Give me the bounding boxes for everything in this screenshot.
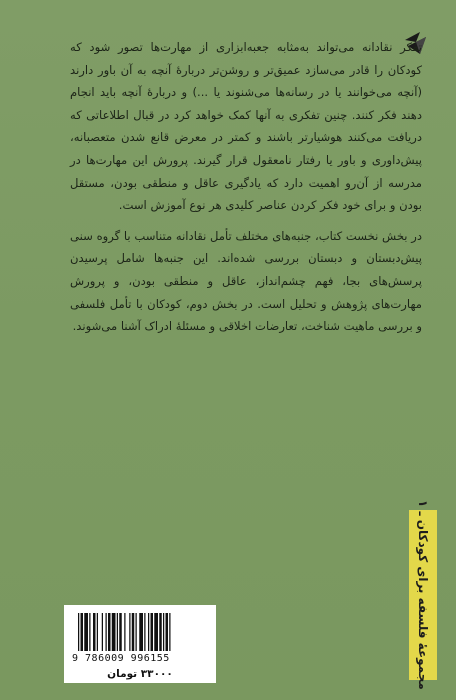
barcode-bar <box>136 613 137 651</box>
barcode-bar <box>124 613 125 651</box>
barcode-bar <box>108 613 111 651</box>
barcode-bar <box>84 613 88 651</box>
barcode-bar <box>163 613 164 651</box>
barcode-bar <box>78 613 79 651</box>
barcode-bar <box>129 613 130 651</box>
barcode-bar <box>93 613 96 651</box>
barcode-bar <box>81 613 84 651</box>
barcode-bar <box>102 613 103 651</box>
barcode-bar <box>169 613 170 651</box>
blurb-paragraph-1: تفکر نقادانه می‌تواند به‌مثابه جعبه‌ابزاری از مهارت‌ها تصور شود که کودکان را قادر می‌سازد عمیق‌تر و روشن‌تر دربارهٔ آنچه به آن باور دارند (آنچه می‌خوانند یا در رسانه‌ها می‌شنوند یا ...) و دربارهٔ آنچه باید انجام دهند فکر کنند. چنین تفکری به آنها کمک خواهد کرد در قبال اطلاعاتی که دریافت می‌کنند هوشیارتر باشند و کمتر در معرض قانع شدن متعصبانه، پیش‌داوری و باور یا رفتار نامعقول قرار گیرند. پرورش این مهارت‌ها در مدرسه از آن‌رو اهمیت دارد که یادگیری عاقل و منطقی بودن، مستقل بودن و برای خود فکر کردن عناصر کلیدی هر نوع آموزش است. <box>70 40 422 213</box>
barcode-bar <box>106 613 107 651</box>
series-label: مجموعهٔ فلسفه برای کودکان ـ ۱ <box>416 500 430 690</box>
price-label: ۳۳۰۰۰ تومان <box>107 668 173 680</box>
barcode-bar <box>159 613 162 651</box>
barcode-bar <box>139 613 143 651</box>
barcode-bar <box>97 613 98 651</box>
barcode-bar <box>144 613 145 651</box>
barcode <box>78 613 202 653</box>
barcode-bar <box>112 613 116 651</box>
series-label-band <box>409 500 437 690</box>
isbn-number: 9 786009 996155 <box>72 653 170 664</box>
barcode-bar <box>151 613 154 651</box>
barcode-bar <box>132 613 135 651</box>
blurb-text <box>70 36 422 338</box>
barcode-bar <box>119 613 122 651</box>
barcode-bar <box>117 613 118 651</box>
barcode-bar <box>148 613 149 651</box>
barcode-bar <box>154 613 158 651</box>
barcode-bar <box>166 613 169 651</box>
barcode-bar <box>89 613 90 651</box>
barcode-box <box>64 605 216 683</box>
blurb-paragraph-2: در بخش نخست کتاب، جنبه‌های مختلف تأمل نقادانه متناسب با گروه سنی پیش‌دبستان و دبستان بررسی شده‌اند. این جنبه‌ها شامل پرسیدن پرسش‌های بجا، فهم چشم‌انداز، عاقل و منطقی بودن، و پرورش مهارت‌های پژوهش و تحلیل است. در بخش دوم، کودکان با تأمل فلسفی و بررسی ماهیت شناخت، تعارضات اخلاقی و مسئلهٔ ادراک آشنا می‌شوند. <box>70 228 422 334</box>
